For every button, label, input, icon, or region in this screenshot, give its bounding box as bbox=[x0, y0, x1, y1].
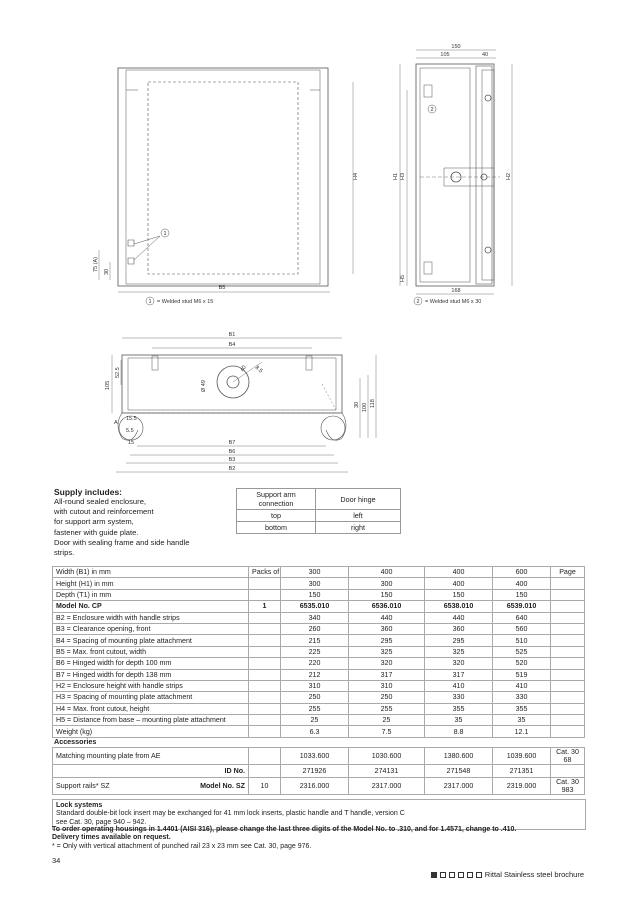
hinge-cell: top bbox=[237, 510, 316, 522]
acc-cell: 2316.000 bbox=[281, 778, 349, 795]
spec-cell: 260 bbox=[281, 623, 349, 634]
spec-cell: 310 bbox=[281, 680, 349, 691]
spec-cell bbox=[551, 715, 585, 726]
order-footnote: * = Only with vertical attachment of punched rail 23 x 23 mm see Cat. 30, page 976. bbox=[52, 842, 312, 850]
legend-1: = Welded stud M6 x 15 bbox=[157, 299, 214, 305]
spec-cell bbox=[249, 715, 281, 726]
spec-cell: 212 bbox=[281, 669, 349, 680]
spec-cell: 325 bbox=[349, 646, 425, 657]
spec-cell: 317 bbox=[425, 669, 493, 680]
spec-table bbox=[52, 566, 585, 738]
acc-cell: 2319.000 bbox=[493, 778, 551, 795]
spec-cell: 440 bbox=[349, 612, 425, 623]
hinge-header-door: Door hinge bbox=[316, 489, 401, 510]
spec-cell: 300 bbox=[281, 578, 349, 589]
spec-cell: 640 bbox=[493, 612, 551, 623]
spec-cell bbox=[551, 703, 585, 714]
spec-cell bbox=[551, 669, 585, 680]
dim-52-5: 52.5 bbox=[115, 367, 121, 378]
dim-b3: B3 bbox=[228, 457, 236, 463]
acc-cell: 271926 bbox=[281, 765, 349, 778]
spec-cell: 35 bbox=[493, 715, 551, 726]
supply-line: for support arm system, bbox=[54, 517, 134, 527]
spec-cell: 6539.010 bbox=[493, 601, 551, 612]
spec-cell: 150 bbox=[425, 589, 493, 600]
hinge-cell: right bbox=[316, 522, 401, 534]
spec-cell: H3 = Spacing of mounting plate attachment bbox=[53, 692, 249, 703]
dim-b6: B6 bbox=[228, 449, 236, 455]
spec-cell bbox=[249, 692, 281, 703]
spec-cell: 7.5 bbox=[349, 726, 425, 737]
dim-d49: Ø 49 bbox=[201, 380, 207, 392]
spec-cell bbox=[249, 680, 281, 691]
spec-cell bbox=[249, 578, 281, 589]
hinge-cell: bottom bbox=[237, 522, 316, 534]
callout-1: 1 bbox=[163, 231, 167, 237]
spec-cell: 330 bbox=[493, 692, 551, 703]
spec-cell bbox=[551, 726, 585, 737]
spec-cell: B5 = Max. front cutout, width bbox=[53, 646, 249, 657]
spec-cell: 520 bbox=[493, 658, 551, 669]
spec-cell bbox=[249, 623, 281, 634]
spec-row bbox=[53, 635, 585, 646]
spec-cell bbox=[551, 692, 585, 703]
dim-75: 75 (A) bbox=[93, 257, 99, 272]
supply-title: Supply includes: bbox=[54, 487, 123, 497]
acc-cell: 271351 bbox=[493, 765, 551, 778]
spec-cell: 320 bbox=[349, 658, 425, 669]
dim-h2: H2 bbox=[506, 172, 512, 180]
acc-cell: 2317.000 bbox=[425, 778, 493, 795]
side-view-drawing bbox=[400, 50, 512, 294]
footer bbox=[431, 870, 584, 879]
spec-cell: 220 bbox=[281, 658, 349, 669]
dim-b7: B7 bbox=[228, 440, 236, 446]
acc-model-label: Model No. SZ bbox=[200, 782, 245, 790]
dim-5-5: 5.5 bbox=[126, 428, 134, 434]
dim-b4: B4 bbox=[228, 342, 236, 348]
spec-cell: 600 bbox=[493, 567, 551, 578]
spec-cell bbox=[551, 601, 585, 612]
lock-line: Standard double-bit lock insert may be exchanged for 41 mm lock inserts, plastic handle and T handle, version C bbox=[56, 810, 405, 818]
acc-cell: 2317.000 bbox=[349, 778, 425, 795]
square-icon bbox=[449, 872, 455, 878]
spec-cell: H2 = Enclosure height with handle strips bbox=[53, 680, 249, 691]
spec-cell bbox=[551, 680, 585, 691]
page-number: 34 bbox=[52, 856, 61, 865]
spec-row bbox=[53, 578, 585, 589]
spec-cell: 150 bbox=[281, 589, 349, 600]
supply-line: Door with sealing frame and side handle bbox=[54, 537, 190, 547]
spec-cell: 519 bbox=[493, 669, 551, 680]
dim-h5: H5 bbox=[400, 274, 406, 282]
spec-cell: 510 bbox=[493, 635, 551, 646]
dim-15-5: 15.5 bbox=[126, 416, 137, 422]
spec-cell: 295 bbox=[425, 635, 493, 646]
acc-page-ref: Cat. 30 68 bbox=[551, 748, 585, 765]
order-line: Delivery times available on request. bbox=[52, 834, 171, 842]
spec-cell bbox=[551, 658, 585, 669]
spec-cell bbox=[249, 726, 281, 737]
spec-row bbox=[53, 658, 585, 669]
spec-row bbox=[53, 646, 585, 657]
spec-cell: 225 bbox=[281, 646, 349, 657]
spec-cell: 440 bbox=[425, 612, 493, 623]
square-icon bbox=[458, 872, 464, 878]
acc-support-rails-label: Support rails* SZ bbox=[56, 782, 110, 790]
spec-row bbox=[53, 567, 585, 578]
hinge-cell: left bbox=[316, 510, 401, 522]
square-icon bbox=[440, 872, 446, 878]
spec-cell: 400 bbox=[493, 578, 551, 589]
spec-row bbox=[53, 715, 585, 726]
spec-cell: Weight (kg) bbox=[53, 726, 249, 737]
square-icon bbox=[467, 872, 473, 878]
dim-t: 168 bbox=[451, 288, 461, 294]
spec-cell: 150 bbox=[349, 589, 425, 600]
spec-cell: 150 bbox=[493, 589, 551, 600]
spec-cell: 6538.010 bbox=[425, 601, 493, 612]
lock-line: see Cat. 30, page 940 – 942. bbox=[56, 818, 147, 826]
dim-b5: B5 bbox=[218, 285, 226, 291]
spec-cell: 6.3 bbox=[281, 726, 349, 737]
spec-cell: 340 bbox=[281, 612, 349, 623]
spec-cell: 295 bbox=[349, 635, 425, 646]
acc-cell bbox=[249, 765, 281, 778]
spec-cell: Page bbox=[551, 567, 585, 578]
spec-cell: 410 bbox=[425, 680, 493, 691]
top-view-drawing bbox=[112, 338, 376, 472]
square-icon bbox=[476, 872, 482, 878]
supply-line: fastener with guide plate. bbox=[54, 527, 139, 537]
dim-105-top: 105 bbox=[105, 380, 111, 390]
spec-cell bbox=[551, 589, 585, 600]
spec-cell: 400 bbox=[425, 567, 493, 578]
spec-cell: 25 bbox=[349, 715, 425, 726]
spec-cell bbox=[249, 635, 281, 646]
dim-h4: H4 bbox=[353, 172, 359, 180]
spec-cell: 410 bbox=[493, 680, 551, 691]
spec-cell: 1 bbox=[249, 601, 281, 612]
spec-cell: 560 bbox=[493, 623, 551, 634]
dim-15: 15 bbox=[128, 440, 135, 446]
acc-cell: 1039.600 bbox=[493, 748, 551, 765]
spec-cell: 12.1 bbox=[493, 726, 551, 737]
acc-cell: 274131 bbox=[349, 765, 425, 778]
dim-100: 100 bbox=[362, 402, 368, 412]
spec-cell: Width (B1) in mm bbox=[53, 567, 249, 578]
spec-cell: B2 = Enclosure width with handle strips bbox=[53, 612, 249, 623]
spec-cell: B7 = Hinged width for depth 138 mm bbox=[53, 669, 249, 680]
spec-cell: 250 bbox=[281, 692, 349, 703]
spec-row bbox=[53, 703, 585, 714]
footer-text: Rittal Stainless steel brochure bbox=[484, 870, 584, 879]
spec-cell: B4 = Spacing of mounting plate attachment bbox=[53, 635, 249, 646]
label-a: A bbox=[114, 420, 118, 426]
acc-cell: 1380.600 bbox=[425, 748, 493, 765]
front-view-drawing bbox=[99, 68, 353, 292]
acc-cell bbox=[249, 748, 281, 765]
spec-cell bbox=[551, 635, 585, 646]
spec-cell bbox=[249, 612, 281, 623]
supply-line: strips. bbox=[54, 548, 75, 558]
spec-cell: 317 bbox=[349, 669, 425, 680]
spec-cell: 300 bbox=[281, 567, 349, 578]
spec-row bbox=[53, 589, 585, 600]
spec-cell: 215 bbox=[281, 635, 349, 646]
spec-cell: 360 bbox=[425, 623, 493, 634]
lock-title: Lock systems bbox=[56, 802, 103, 809]
supply-description bbox=[54, 497, 190, 558]
acc-page-ref: Cat. 30 983 bbox=[551, 778, 585, 795]
acc-cell: 271548 bbox=[425, 765, 493, 778]
spec-cell: H5 = Distance from base – mounting plate attachment bbox=[53, 715, 249, 726]
accessories-table bbox=[52, 747, 585, 795]
acc-mounting-plate-label: Matching mounting plate from AE bbox=[53, 748, 249, 765]
spec-cell bbox=[249, 669, 281, 680]
spec-row bbox=[53, 669, 585, 680]
accessories-title: Accessories bbox=[54, 737, 97, 746]
hinge-table bbox=[236, 488, 401, 534]
spec-cell: 6536.010 bbox=[349, 601, 425, 612]
spec-row bbox=[53, 726, 585, 737]
square-icon bbox=[431, 872, 437, 878]
dim-h3: H3 bbox=[400, 172, 406, 180]
spec-cell bbox=[551, 623, 585, 634]
spec-cell bbox=[249, 589, 281, 600]
spec-cell bbox=[249, 658, 281, 669]
spec-cell: 25 bbox=[281, 715, 349, 726]
spec-cell: 330 bbox=[425, 692, 493, 703]
dim-30-top: 30 bbox=[354, 401, 360, 408]
spec-cell: 35 bbox=[425, 715, 493, 726]
spec-cell: 8.8 bbox=[425, 726, 493, 737]
dim-118: 118 bbox=[370, 399, 376, 408]
spec-cell: 360 bbox=[349, 623, 425, 634]
spec-cell: Depth (T1) in mm bbox=[53, 589, 249, 600]
dim-b2: B2 bbox=[228, 466, 236, 472]
acc-id-label: ID No. bbox=[53, 765, 249, 778]
dim-30: 30 bbox=[104, 268, 110, 275]
spec-cell: 255 bbox=[349, 703, 425, 714]
spec-cell: 355 bbox=[425, 703, 493, 714]
spec-cell: Model No. CP bbox=[53, 601, 249, 612]
spec-cell bbox=[551, 578, 585, 589]
spec-cell: B3 = Clearance opening, front bbox=[53, 623, 249, 634]
acc-cell: 1030.600 bbox=[349, 748, 425, 765]
spec-cell: Packs of bbox=[249, 567, 281, 578]
acc-cell: 1033.600 bbox=[281, 748, 349, 765]
legend-2: = Welded stud M6 x 30 bbox=[425, 299, 482, 305]
order-line: To order operating housings in 1.4401 (AISI 316), please change the last three digits of the Model No. to .310, and for 1.4571, change to .410. bbox=[52, 826, 517, 833]
dim-b1: B1 bbox=[228, 332, 236, 338]
spec-cell: 355 bbox=[493, 703, 551, 714]
spec-cell: 325 bbox=[425, 646, 493, 657]
spec-cell bbox=[249, 646, 281, 657]
spec-row bbox=[53, 601, 585, 612]
acc-cell: 10 bbox=[249, 778, 281, 795]
hinge-header-arm: Support arm connection bbox=[237, 489, 316, 510]
supply-line: with cutout and reinforcement bbox=[54, 507, 154, 517]
spec-cell: 6535.010 bbox=[281, 601, 349, 612]
spec-cell: 525 bbox=[493, 646, 551, 657]
order-notes bbox=[52, 826, 592, 851]
spec-cell: Height (H1) in mm bbox=[53, 578, 249, 589]
spec-cell: 400 bbox=[425, 578, 493, 589]
legend-2-num: 2 bbox=[416, 299, 420, 305]
spec-cell bbox=[249, 703, 281, 714]
acc-support-rails bbox=[53, 778, 249, 795]
dim-40: 40 bbox=[481, 52, 489, 58]
spec-cell: 250 bbox=[349, 692, 425, 703]
spec-cell: 400 bbox=[349, 567, 425, 578]
dim-105: 105 bbox=[440, 52, 450, 58]
spec-cell bbox=[551, 646, 585, 657]
callout-2: 2 bbox=[430, 107, 434, 113]
spec-cell: B6 = Hinged width for depth 100 mm bbox=[53, 658, 249, 669]
spec-row bbox=[53, 692, 585, 703]
spec-cell: 310 bbox=[349, 680, 425, 691]
spec-cell: 320 bbox=[425, 658, 493, 669]
spec-row bbox=[53, 612, 585, 623]
spec-row bbox=[53, 680, 585, 691]
spec-cell: 300 bbox=[349, 578, 425, 589]
acc-cell bbox=[551, 765, 585, 778]
spec-cell: 255 bbox=[281, 703, 349, 714]
dim-40-top: 40 bbox=[239, 364, 248, 373]
spec-row bbox=[53, 623, 585, 634]
legend-1-num: 1 bbox=[148, 299, 152, 305]
dim-h1: H1 bbox=[393, 172, 399, 180]
dim-8-5: 8.5 bbox=[253, 364, 264, 375]
spec-cell: H4 = Max. front cutout, height bbox=[53, 703, 249, 714]
spec-cell bbox=[551, 612, 585, 623]
dim-150: 150 bbox=[451, 44, 461, 50]
supply-line: All-round sealed enclosure, bbox=[54, 497, 147, 506]
